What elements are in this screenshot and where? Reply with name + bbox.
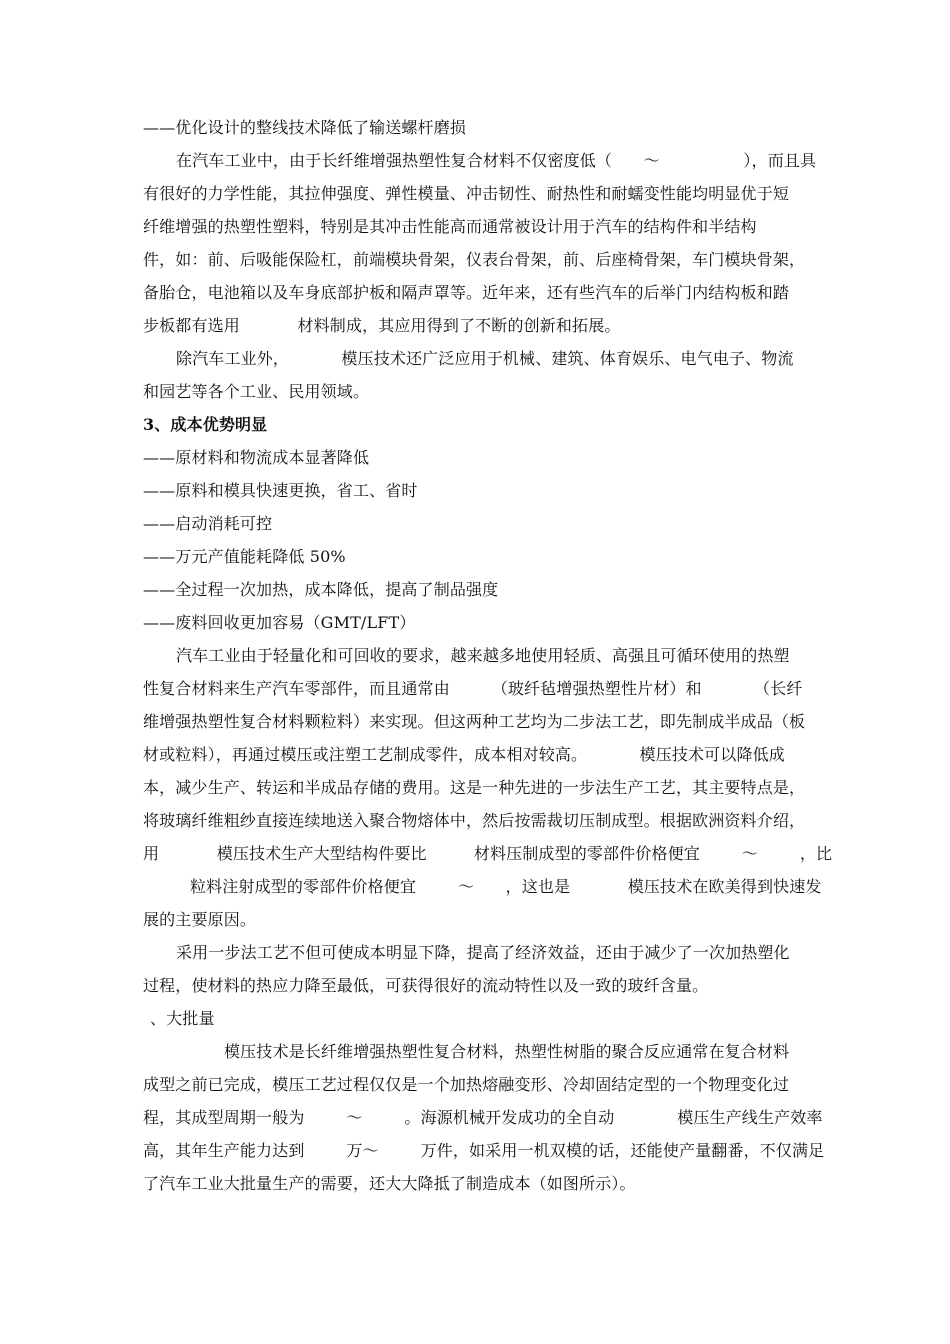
text-line: 采用一步法工艺不但可使成本明显下降，提高了经济效益，还由于减少了一次加热塑化: [176, 943, 790, 962]
text-line: 和园艺等各个工业、民用领域。: [143, 382, 370, 401]
text-line: 高，其年生产能力达到 万～ 万件，如采用一机双模的话，还能使产量翻番，不仅满足: [143, 1141, 825, 1160]
text-line: 有很好的力学性能，其拉伸强度、弹性模量、冲击韧性、耐热性和耐蠕变性能均明显优于短: [143, 184, 790, 203]
text-line: 在汽车工业中，由于长纤维增强热塑性复合材料不仅密度低（ ～ ），而且具: [176, 151, 817, 170]
bullet-line: ——原材料和物流成本显著降低: [143, 448, 370, 467]
text-line: 成型之前已完成，模压工艺过程仅仅是一个加热熔融变形、冷却固结定型的一个物理变化过: [143, 1075, 790, 1094]
text-line: 了汽车工业大批量生产的需要，还大大降抵了制造成本（如图所示）。: [143, 1174, 636, 1193]
bullet-line: ——废料回收更加容易（GMT/LFT）: [143, 613, 416, 632]
text-line: 程，其成型周期一般为 ～ 。海源机械开发成功的全自动 模压生产线生产效率: [143, 1108, 823, 1127]
text-line: 件，如：前、后吸能保险杠，前端模块骨架，仪表台骨架，前、后座椅骨架，车门模块骨架，: [143, 250, 806, 269]
text-line: 模压技术是长纤维增强热塑性复合材料，热塑性树脂的聚合反应通常在复合材料: [224, 1042, 790, 1061]
text-line: 粒料注射成型的零部件价格便宜 ～ ，这也是 模压技术在欧美得到快速发: [190, 877, 822, 896]
text-line: 除汽车工业外， 模压技术还广泛应用于机械、建筑、体育娱乐、电气电子、物流: [176, 349, 794, 368]
text-line: 备胎仓，电池箱以及车身底部护板和隔声罩等。近年来，还有些汽车的后举门内结构板和踏: [143, 283, 790, 302]
text-line: ——优化设计的整线技术降低了输送螺杆磨损: [143, 118, 467, 137]
bullet-line: ——万元产值能耗降低 50%: [143, 547, 346, 566]
text-line: 过程，使材料的热应力降至最低，可获得很好的流动特性以及一致的玻纤含量。: [143, 976, 709, 995]
text-line: 将玻璃纤维粗纱直接连续地送入聚合物熔体中，然后按需裁切压制成型。根据欧洲资料介绍，: [143, 811, 806, 830]
text-line: 本，减少生产、转运和半成品存储的费用。这是一种先进的一步法生产工艺，其主要特点是，: [143, 778, 806, 797]
text-line: 纤维增强的热塑性塑料，特别是其冲击性能高而通常被设计用于汽车的结构件和半结构: [143, 217, 757, 236]
bullet-line: ——全过程一次加热，成本降低，提高了制品强度: [143, 580, 499, 599]
text-line: 步板都有选用 材料制成，其应用得到了不断的创新和拓展。: [143, 316, 621, 335]
text-line: 展的主要原因。: [143, 910, 257, 929]
text-line: 用 模压技术生产大型结构件要比 材料压制成型的零部件价格便宜 ～ ，比: [143, 844, 833, 863]
bullet-line: ——启动消耗可控: [143, 514, 273, 533]
section-heading: 3、成本优势明显: [143, 415, 268, 434]
text-line: 材或粒料），再通过模压或注塑工艺制成零件，成本相对较高。 模压技术可以降低成: [143, 745, 785, 764]
bullet-line: ——原料和模具快速更换，省工、省时: [143, 481, 418, 500]
section-heading: 、大批量: [150, 1009, 215, 1028]
text-line: 汽车工业由于轻量化和可回收的要求，越来越多地使用轻质、高强且可循环使用的热塑: [176, 646, 790, 665]
text-line: 维增强热塑性复合材料颗粒料）来实现。但这两种工艺均为二步法工艺，即先制成半成品（板: [143, 712, 806, 731]
text-line: 性复合材料来生产汽车零部件，而且通常由 （玻纤毡增强热塑性片材）和 （长纤: [143, 679, 803, 698]
